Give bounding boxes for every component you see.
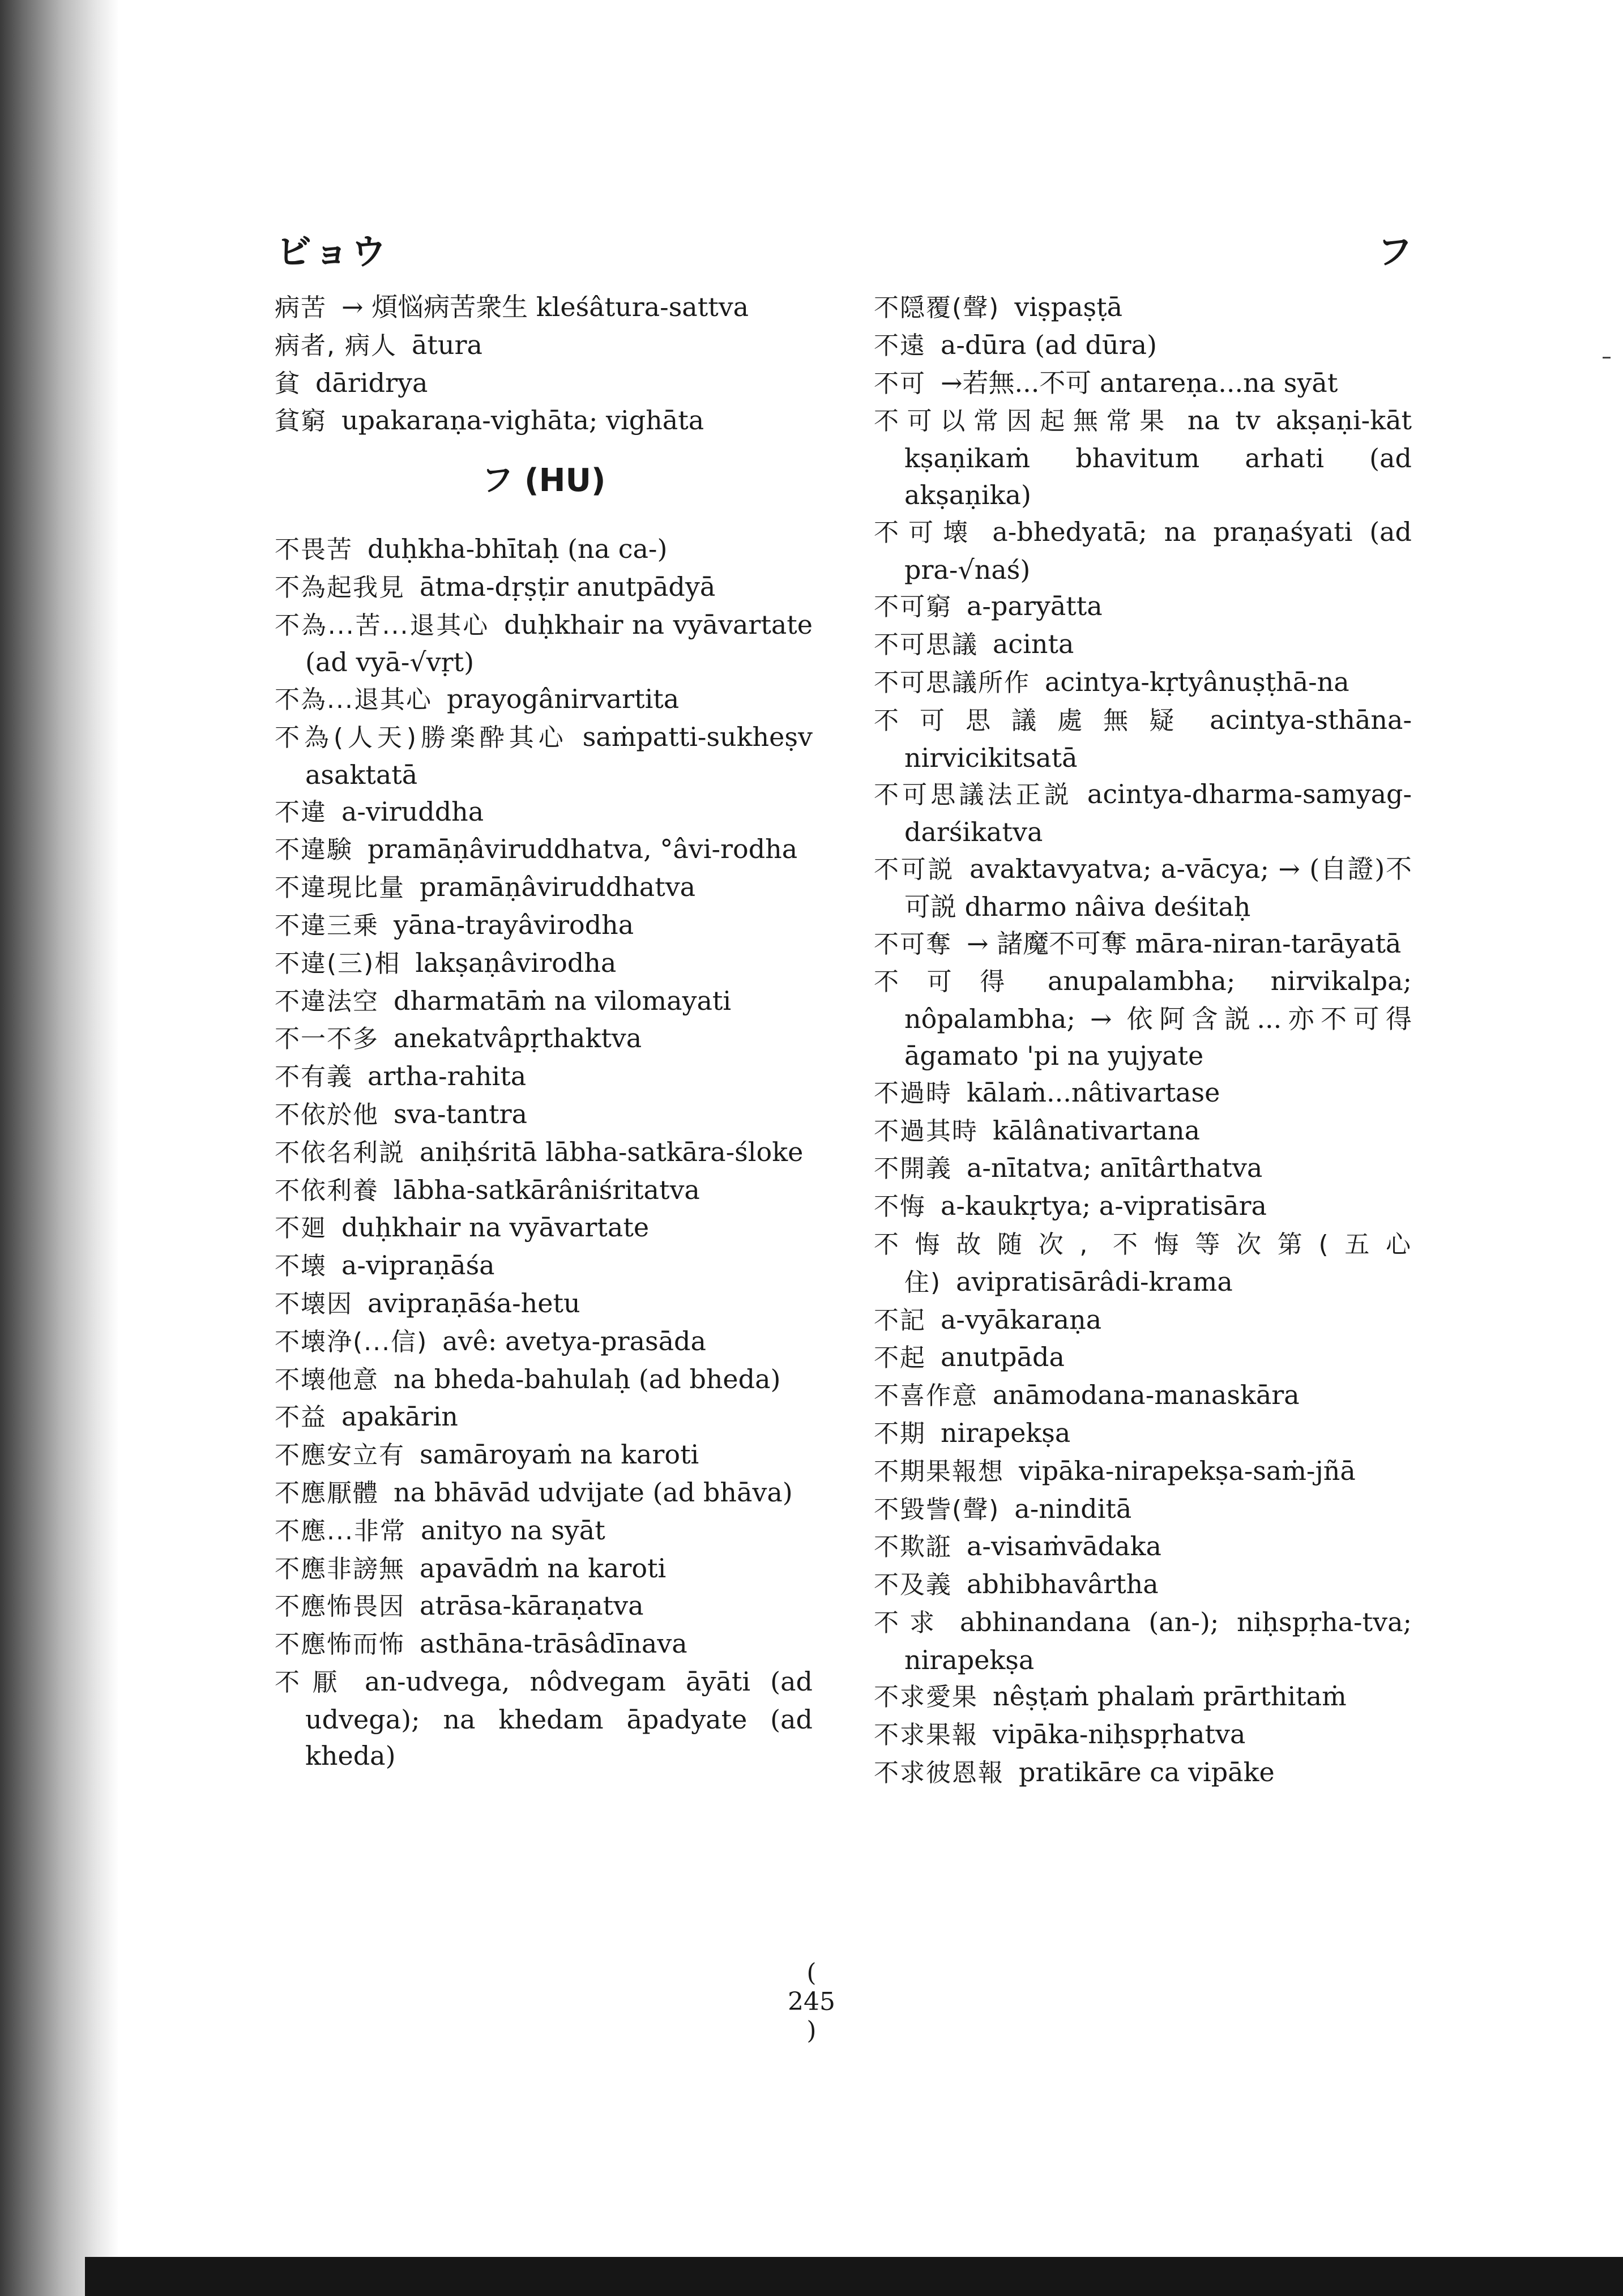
entry-gloss: apakārin <box>341 1401 458 1432</box>
dictionary-entry <box>275 1209 813 1247</box>
entry-gloss: atrāsa-kāraṇatva <box>420 1590 644 1621</box>
entry-gloss: dāridrya <box>315 367 428 398</box>
scan-mark <box>1603 357 1611 359</box>
entry-gloss: pratikāre ca vipāke <box>1019 1757 1275 1788</box>
entry-gloss: avê: avetya-prasāda <box>442 1325 706 1356</box>
dictionary-entry <box>874 851 1412 925</box>
entry-gloss: a-dūra (ad dūra) <box>941 329 1157 360</box>
entry-gloss: lakṣaṇâvirodha <box>415 947 617 978</box>
entry-headword: 不壊他意 <box>275 1365 379 1394</box>
dictionary-entry <box>275 1512 813 1550</box>
entry-gloss: na tv akṣaṇi-kāt kṣaṇikaṁ bhavitum arhati (ad akṣaṇika) <box>904 405 1412 510</box>
entry-headword: 不壊因 <box>275 1289 353 1318</box>
dictionary-entry <box>874 776 1412 851</box>
dictionary-entry <box>874 1528 1412 1566</box>
entry-headword: 不隠覆(聲) <box>874 293 1000 322</box>
entry-gloss: artha-rahita <box>368 1061 527 1092</box>
entry-headword: 不壊浄(...信) <box>275 1327 428 1356</box>
dictionary-entry <box>874 925 1412 963</box>
dictionary-entry <box>275 1020 813 1058</box>
dictionary-entry <box>275 1247 813 1285</box>
entry-gloss: kālaṁ...nâtivartase <box>967 1077 1220 1108</box>
dictionary-entry <box>874 289 1412 327</box>
entry-headword: 不一不多 <box>275 1025 379 1054</box>
entry-headword: 不可壊 <box>874 518 978 547</box>
entry-headword: 不期 <box>874 1419 926 1448</box>
entry-gloss: a-vipraṇāśa <box>341 1250 495 1281</box>
entry-headword: 不求彼恩報 <box>874 1759 1004 1788</box>
entry-headword: 不應厭體 <box>275 1478 379 1508</box>
entry-headword: 不為...苦...退其心 <box>275 611 490 640</box>
entry-gloss: samāroyaṁ na karoti <box>420 1439 699 1470</box>
dictionary-entry <box>874 588 1412 626</box>
entry-gloss: asthāna-trāsâdīnava <box>420 1628 687 1659</box>
entry-gloss: vipāka-nirapekṣa-saṁ-jñā <box>1019 1455 1356 1486</box>
dictionary-entry <box>275 1474 813 1512</box>
entry-gloss: → 諸魔不可奪 māra-niran-tarāyatā <box>967 928 1402 959</box>
entry-headword: 不悔故随次, 不悔等次第(五心住) <box>874 1230 1412 1297</box>
entry-gloss: → 煩悩病苦衆生 kleśâtura-sattva <box>341 292 749 322</box>
dictionary-entry <box>275 531 813 569</box>
entry-headword: 不應...非常 <box>275 1516 406 1546</box>
entry-headword: 不可 <box>874 369 926 398</box>
entry-gloss: anityo na syāt <box>420 1514 605 1546</box>
dictionary-entry <box>275 1096 813 1134</box>
entry-gloss: a-bhedyatā; na praṇaśyati (ad pra-√naś) <box>904 516 1412 585</box>
entry-headword: 不期果報想 <box>874 1457 1004 1486</box>
entry-gloss: an-udvega, nôdvegam āyāti (ad udvega); na khedam āpadyate (ad kheda) <box>305 1666 813 1772</box>
dictionary-entry <box>275 1663 813 1774</box>
entry-headword: 不應怖而怖 <box>275 1630 405 1659</box>
entry-gloss: avipratisārâdi-krama <box>956 1266 1233 1297</box>
dictionary-entry <box>275 869 813 907</box>
entry-headword: 不為起我見 <box>275 573 405 602</box>
entry-headword: 不有義 <box>275 1062 353 1092</box>
dictionary-entry <box>874 1415 1412 1453</box>
left-column <box>275 289 813 1774</box>
dictionary-entry <box>874 1112 1412 1150</box>
entry-gloss: avaktavyatva; a-vācya; → (自證)不可説 dharmo nâiva deśitaḥ <box>904 853 1412 922</box>
entry-headword: 不過其時 <box>874 1116 978 1146</box>
entry-gloss: avipraṇāśa-hetu <box>368 1287 580 1318</box>
entry-headword: 不可窮 <box>874 592 952 622</box>
entry-gloss: acintya-dharma-samyag-darśikatva <box>904 779 1412 848</box>
entry-headword: 不為(人天)勝楽酔其心 <box>275 723 568 752</box>
dictionary-entry <box>275 681 813 719</box>
entry-headword: 不依名利説 <box>275 1138 405 1167</box>
dictionary-entry <box>275 831 813 869</box>
entry-gloss: duḥkha-bhītaḥ (na ca-) <box>368 533 668 564</box>
dictionary-entry <box>275 1436 813 1474</box>
entry-headword: 不可以常因起無常果 <box>874 407 1173 436</box>
entry-headword: 貧 <box>275 369 301 398</box>
entry-headword: 不可思議處無疑 <box>874 706 1195 735</box>
entry-gloss: acinta <box>993 629 1074 660</box>
dictionary-entry <box>874 664 1412 702</box>
dictionary-entry <box>275 1625 813 1663</box>
dictionary-entry <box>275 289 813 327</box>
entry-gloss: a-nītatva; anītârthatva <box>967 1153 1263 1184</box>
entry-headword: 不求果報 <box>874 1721 978 1750</box>
dictionary-entry <box>874 402 1412 513</box>
entry-gloss: anekatvâpṛthaktva <box>394 1023 642 1054</box>
dictionary-entry <box>275 1361 813 1399</box>
entry-gloss: acintya-sthāna-nirvicikitsatā <box>904 704 1412 773</box>
entry-headword: 不遠 <box>874 331 926 360</box>
dictionary-entry <box>275 1285 813 1323</box>
entry-headword: 不應安立有 <box>275 1441 405 1470</box>
entry-headword: 不壊 <box>275 1252 327 1281</box>
scan-binding-shadow <box>0 0 119 2296</box>
entry-gloss: abhinandana (an-); niḥspṛha-tva; nirapekṣa <box>904 1606 1412 1675</box>
entry-gloss: pramāṇâviruddhatva <box>420 872 696 903</box>
entry-gloss: a-ninditā <box>1014 1493 1132 1524</box>
entry-headword: 不違法空 <box>275 987 379 1016</box>
entry-gloss: viṣpaṣṭā <box>1014 292 1123 322</box>
scan-bottom-edge <box>85 2257 1623 2296</box>
entry-gloss: na bhāvād udvijate (ad bhāva) <box>394 1476 793 1508</box>
entry-headword: 不依於他 <box>275 1100 379 1129</box>
entry-headword: 不悔 <box>874 1192 926 1222</box>
dictionary-entry <box>874 1754 1412 1792</box>
dictionary-entry <box>874 1339 1412 1377</box>
dictionary-entry <box>874 1566 1412 1604</box>
entry-headword: 不可思議法正説 <box>874 780 1073 810</box>
entry-headword: 不畏苦 <box>275 535 353 564</box>
running-head-left: ビョウ <box>276 231 389 272</box>
dictionary-entry <box>874 1678 1412 1716</box>
running-head-right: フ <box>1377 231 1415 272</box>
entry-headword: 不違現比量 <box>275 873 405 903</box>
entry-gloss: a-vyākaraṇa <box>941 1304 1102 1335</box>
dictionary-entry <box>874 1716 1412 1754</box>
dictionary-entry <box>275 1134 813 1172</box>
entry-gloss: acintya-kṛtyânuṣṭhā-na <box>1045 666 1349 697</box>
dictionary-entry <box>874 1491 1412 1529</box>
entry-headword: 不依利養 <box>275 1176 379 1205</box>
dictionary-entry <box>874 1604 1412 1679</box>
entry-headword: 不過時 <box>874 1078 952 1108</box>
entry-gloss: apavādṁ na karoti <box>420 1552 667 1584</box>
dictionary-entry <box>874 1074 1412 1112</box>
dictionary-entry <box>275 365 813 403</box>
dictionary-entry <box>275 327 813 365</box>
dictionary-entry <box>874 1226 1412 1301</box>
dictionary-entry <box>275 907 813 945</box>
entry-gloss: duḥkhair na vyāvartate <box>341 1212 650 1243</box>
dictionary-entry <box>874 702 1412 776</box>
entry-headword: 不及義 <box>874 1571 952 1600</box>
entry-headword: 不求愛果 <box>874 1683 978 1712</box>
dictionary-entry <box>874 1150 1412 1188</box>
entry-gloss: sva-tantra <box>394 1098 527 1129</box>
entry-gloss: pramāṇâviruddhatva, °âvi-rodha <box>368 834 798 865</box>
dictionary-entry <box>275 945 813 983</box>
entry-headword: 不可思議 <box>874 630 978 660</box>
dictionary-entry <box>874 963 1412 1074</box>
entry-gloss: ātura <box>411 329 482 360</box>
entry-gloss: anutpāda <box>941 1342 1065 1373</box>
entry-gloss: dharmatāṁ na vilomayati <box>394 985 732 1016</box>
dictionary-entry <box>275 983 813 1021</box>
entry-headword: 不可得 <box>874 967 1033 997</box>
entry-gloss: ātma-dṛṣṭir anutpādyā <box>420 571 716 602</box>
entry-gloss: kālânativartana <box>993 1115 1201 1146</box>
entry-headword: 不起 <box>874 1343 926 1373</box>
dictionary-entry <box>874 1377 1412 1415</box>
dictionary-entry <box>874 1301 1412 1339</box>
entry-gloss: duḥkhair na vyāvartate (ad vyā-√vṛt) <box>305 609 813 678</box>
entry-headword: 病者, 病人 <box>275 331 397 360</box>
entry-gloss: →若無...不可 antareṇa...na syāt <box>941 367 1338 398</box>
entry-gloss: a-kaukṛtya; a-vipratisāra <box>941 1190 1267 1222</box>
entry-gloss: yāna-trayâvirodha <box>394 909 634 940</box>
entry-gloss: anāmodana-manaskāra <box>993 1380 1300 1411</box>
entry-headword: 不廻 <box>275 1214 327 1243</box>
entry-headword: 不開義 <box>874 1154 952 1184</box>
entry-headword: 不益 <box>275 1403 327 1432</box>
dictionary-entry <box>275 1398 813 1436</box>
entry-gloss: abhibhavârtha <box>967 1569 1159 1600</box>
page-number: ( 245 ) <box>788 1958 835 2045</box>
entry-headword: 不欺誑 <box>874 1533 952 1562</box>
entry-headword: 貧窮 <box>275 407 327 436</box>
dictionary-entry <box>275 1058 813 1096</box>
dictionary-entry <box>874 365 1412 403</box>
dictionary-entry <box>275 607 813 681</box>
entry-gloss: a-paryātta <box>967 591 1103 622</box>
dictionary-entry <box>874 626 1412 664</box>
entry-headword: 不毀訾(聲) <box>874 1495 1000 1524</box>
entry-gloss: nirapekṣa <box>941 1417 1071 1448</box>
entry-headword: 不可説 <box>874 855 955 884</box>
entry-headword: 不厭 <box>275 1667 350 1697</box>
entry-headword: 病苦 <box>275 293 327 322</box>
entry-headword: 不應非謗無 <box>275 1554 405 1584</box>
entry-gloss: vipāka-niḥspṛhatva <box>993 1719 1246 1750</box>
dictionary-entry <box>275 1587 813 1625</box>
entry-headword: 不應怖畏因 <box>275 1592 405 1621</box>
entry-gloss: anupalambha; nirvikalpa; nôpalambha; → 依阿含説...亦不可得 āgamato 'pi na yujyate <box>904 966 1412 1071</box>
dictionary-entry <box>275 1550 813 1588</box>
dictionary-entry <box>275 719 813 793</box>
dictionary-entry <box>275 1323 813 1361</box>
entry-headword: 不可思議所作 <box>874 668 1030 697</box>
entry-gloss: aniḥśritā lābha-satkāra-śloke <box>420 1136 804 1167</box>
entry-headword: 不違 <box>275 797 327 827</box>
dictionary-entry <box>275 569 813 607</box>
dictionary-entry <box>874 327 1412 365</box>
entry-gloss: saṁpatti-sukheṣv asaktatā <box>305 721 813 790</box>
section-heading: フ (HU) <box>481 462 606 500</box>
entry-headword: 不違(三)相 <box>275 949 401 978</box>
right-column <box>874 289 1412 1792</box>
dictionary-entry <box>874 514 1412 588</box>
entry-gloss: a-viruddha <box>341 796 484 827</box>
dictionary-entry <box>275 402 813 440</box>
entry-gloss: lābha-satkārâniśritatva <box>394 1174 700 1205</box>
entry-gloss: a-visaṁvādaka <box>967 1531 1161 1562</box>
dictionary-entry <box>275 1172 813 1210</box>
entry-gloss: upakaraṇa-vighāta; vighāta <box>341 405 704 436</box>
dictionary-entry <box>874 1188 1412 1226</box>
entry-headword: 不記 <box>874 1305 926 1335</box>
entry-gloss: nêṣṭaṁ phalaṁ prārthitaṁ <box>993 1681 1347 1712</box>
entry-headword: 不可奪 <box>874 929 952 959</box>
entry-headword: 不違三乗 <box>275 911 379 940</box>
entry-headword: 不為...退其心 <box>275 685 432 715</box>
entry-gloss: na bheda-bahulaḥ (ad bheda) <box>394 1363 781 1394</box>
entry-headword: 不求 <box>874 1608 945 1637</box>
dictionary-entry <box>275 793 813 831</box>
entry-headword: 不喜作意 <box>874 1381 978 1411</box>
entry-headword: 不違験 <box>275 835 353 865</box>
entry-gloss: prayogânirvartita <box>446 684 680 715</box>
dictionary-entry <box>874 1453 1412 1491</box>
